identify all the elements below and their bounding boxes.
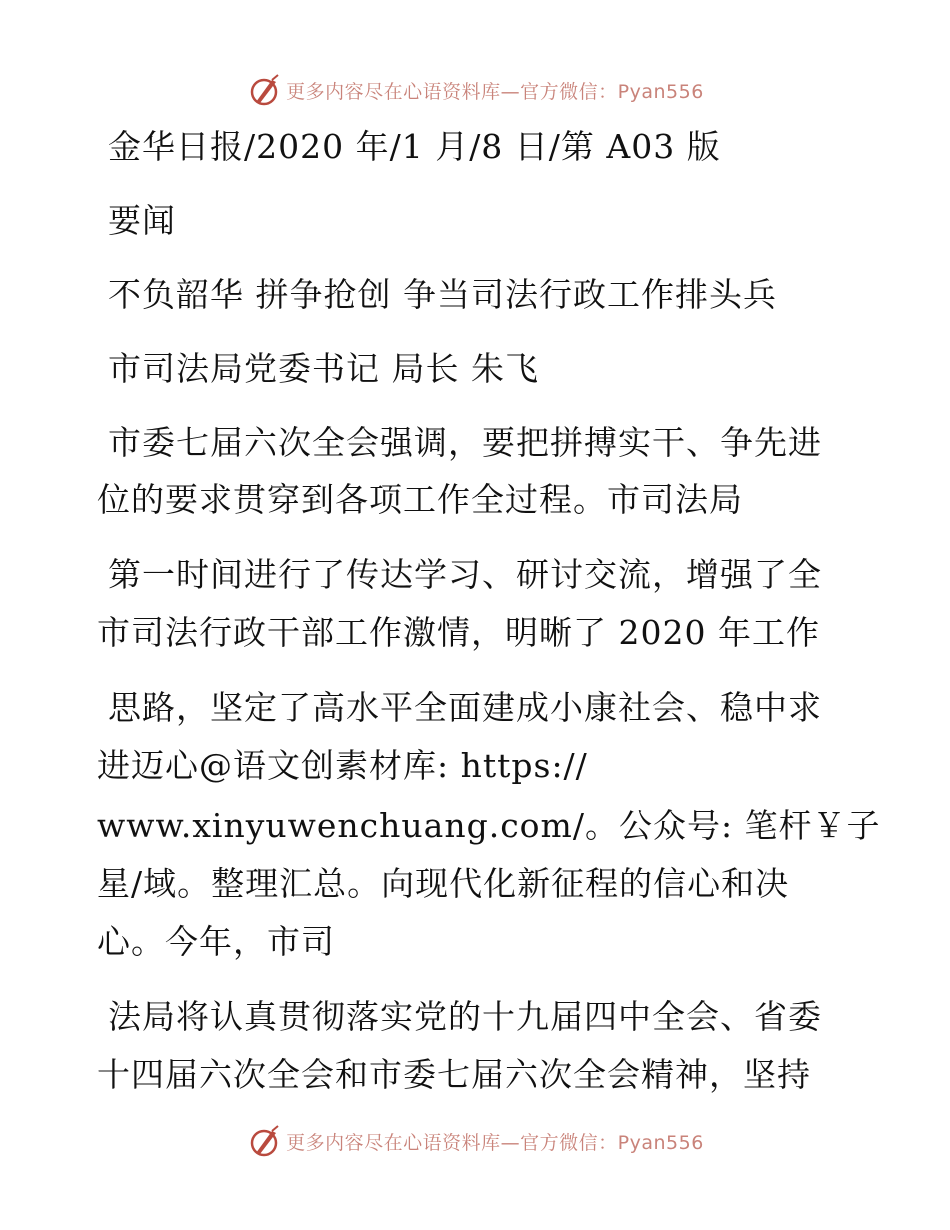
doc-line-body: 十四届六次全会和市委七届六次全会精神，坚持 [97, 1055, 811, 1094]
doc-line-headline: 不负韶华 拼争抢创 争当司法行政工作排头兵 [108, 275, 777, 314]
doc-line-body: 思路，坚定了高水平全面建成小康社会、稳中求 [108, 688, 822, 727]
doc-line-body: www.xinyuwenchuang.com/。公众号: 笔杆￥子 [97, 806, 881, 845]
footer-watermark-text: 更多内容尽在心语资料库—官方微信：Pyan556 [286, 1131, 704, 1154]
doc-line-source: 金华日报/2020 年/1 月/8 日/第 A03 版 [108, 127, 721, 166]
doc-line-body: 市司法行政干部工作激情，明晰了 2020 年工作 [97, 613, 820, 652]
doc-line-section: 要闻 [108, 201, 176, 240]
quill-pen-icon [246, 1123, 282, 1159]
doc-line-author: 市司法局党委书记 局长 朱飞 [108, 349, 539, 388]
doc-line-body: 市委七届六次全会强调，要把拼搏实干、争先进 [108, 423, 822, 462]
doc-line-body: 心。今年，市司 [97, 922, 335, 961]
header-watermark-banner [0, 70, 950, 110]
quill-pen-icon [246, 72, 282, 108]
doc-line-body: 法局将认真贯彻落实党的十九届四中全会、省委 [108, 997, 822, 1036]
doc-line-body: 位的要求贯穿到各项工作全过程。市司法局 [97, 480, 743, 519]
header-watermark-text: 更多内容尽在心语资料库—官方微信：Pyan556 [286, 80, 704, 103]
doc-line-body: 星/域。整理汇总。向现代化新征程的信心和决 [97, 864, 790, 903]
footer-watermark-banner [0, 1121, 950, 1161]
doc-line-body: 第一时间进行了传达学习、研讨交流，增强了全 [108, 555, 822, 594]
doc-line-body: 进迈心@语文创素材库: https:// [97, 746, 588, 785]
